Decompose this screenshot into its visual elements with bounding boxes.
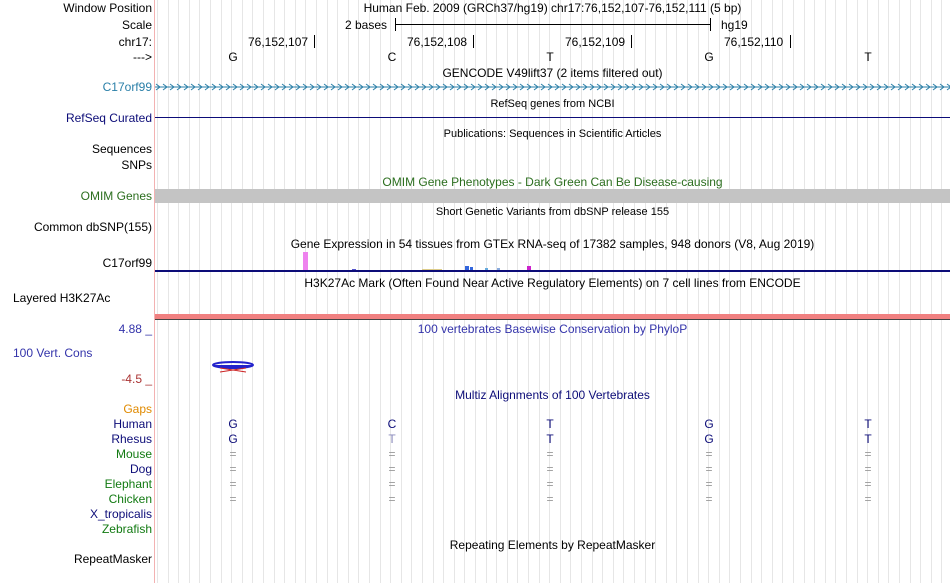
gencode-gene-c17orf99[interactable] <box>155 81 950 93</box>
track-label-conservation[interactable]: 100 Vert. Cons <box>13 346 93 360</box>
alignment-base: = <box>229 462 237 476</box>
track-label-repeatmasker[interactable]: RepeatMasker <box>73 552 152 566</box>
gtex-bar <box>303 252 308 270</box>
strand-label: ---> <box>133 50 152 64</box>
alignment-base: = <box>705 462 713 476</box>
refseq-track-title: RefSeq genes from NCBI <box>490 98 615 110</box>
position-tick <box>473 35 474 48</box>
species-label-x-tropicalis[interactable]: X_tropicalis <box>89 507 152 521</box>
alignment-base: G <box>704 432 714 446</box>
position-label-1: 76,152,107 <box>248 35 309 49</box>
alignment-base: T <box>546 417 554 431</box>
sequence-base: T <box>546 50 554 64</box>
alignment-base: = <box>546 492 554 506</box>
alignment-base: G <box>704 417 714 431</box>
omim-gene-bar[interactable] <box>155 189 950 203</box>
alignment-base: = <box>546 477 554 491</box>
track-label-sequences[interactable]: Sequences <box>91 142 152 156</box>
dbsnp-track-title: Short Genetic Variants from dbSNP release 155 <box>435 206 670 218</box>
species-label-elephant[interactable]: Elephant <box>104 477 152 491</box>
conservation-glyph[interactable] <box>210 359 258 375</box>
refseq-gene-line[interactable] <box>155 117 950 118</box>
assembly-label: hg19 <box>721 18 748 32</box>
position-tick <box>631 35 632 48</box>
gtex-expression-plot[interactable] <box>155 252 950 272</box>
alignment-base: = <box>388 462 396 476</box>
alignment-base: = <box>546 447 554 461</box>
window-position-label: Window Position <box>63 1 152 15</box>
alignment-base: = <box>229 477 237 491</box>
alignment-base: T <box>864 432 872 446</box>
alignment-base: G <box>228 417 238 431</box>
window-position-text: Human Feb. 2009 (GRCh37/hg19) chr17:76,152,107-76,152,111 (5 bp) <box>363 1 742 15</box>
track-label-gaps[interactable]: Gaps <box>123 402 152 416</box>
position-tick <box>314 35 315 48</box>
repeatmasker-track-title: Repeating Elements by RepeatMasker <box>449 538 656 552</box>
sequence-base: G <box>704 50 714 64</box>
alignment-base: C <box>387 417 397 431</box>
alignment-base: = <box>546 462 554 476</box>
alignment-base: T <box>864 417 872 431</box>
alignment-base: = <box>229 492 237 506</box>
omim-track-title: OMIM Gene Phenotypes - Dark Green Can Be Disease-causing <box>382 175 723 189</box>
alignment-base: T <box>546 432 554 446</box>
alignment-base: = <box>864 492 872 506</box>
h3k27ac-track-title: H3K27Ac Mark (Often Found Near Active Regulatory Elements) on 7 cell lines from ENCODE <box>304 276 801 290</box>
alignment-base: = <box>388 447 396 461</box>
sequence-base: C <box>387 50 397 64</box>
species-label-rhesus[interactable]: Rhesus <box>111 432 152 446</box>
publications-track-title: Publications: Sequences in Scientific Articles <box>443 128 662 140</box>
alignment-base: = <box>864 447 872 461</box>
alignment-base: = <box>705 492 713 506</box>
track-label-snps[interactable]: SNPs <box>121 158 152 172</box>
gtex-track-title: Gene Expression in 54 tissues from GTEx RNA-seq of 17382 samples, 948 donors (V8, Aug 2019) <box>290 237 815 251</box>
species-label-chicken[interactable]: Chicken <box>108 492 152 506</box>
track-label-h3k27ac[interactable]: Layered H3K27Ac <box>13 291 111 305</box>
gtex-baseline <box>155 270 950 272</box>
gencode-track-title: GENCODE V49lift37 (2 items filtered out) <box>442 66 663 80</box>
alignment-base-mismatch: T <box>388 432 396 446</box>
alignment-base: = <box>864 477 872 491</box>
species-label-mouse[interactable]: Mouse <box>115 447 152 461</box>
position-label-3: 76,152,109 <box>565 35 626 49</box>
alignment-base: = <box>705 477 713 491</box>
scale-bar <box>395 18 711 32</box>
track-label-column <box>0 0 154 583</box>
h3k27ac-baseline <box>155 319 950 320</box>
track-data-area[interactable] <box>155 0 950 583</box>
scale-label: Scale <box>121 18 152 32</box>
species-label-zebrafish[interactable]: Zebrafish <box>101 522 152 536</box>
conservation-track-title: 100 vertebrates Basewise Conservation by PhyloP <box>417 322 688 336</box>
scale-bar-text: 2 bases <box>345 18 388 32</box>
track-label-dbsnp[interactable]: Common dbSNP(155) <box>33 220 152 234</box>
position-label-4: 76,152,110 <box>724 35 784 49</box>
chrom-label: chr17: <box>118 35 152 49</box>
alignment-base: = <box>388 492 396 506</box>
sequence-base: T <box>864 50 872 64</box>
alignment-base: = <box>229 447 237 461</box>
alignment-base: = <box>388 477 396 491</box>
alignment-base: G <box>228 432 238 446</box>
position-tick <box>790 35 791 48</box>
conservation-max-label: 4.88 _ <box>118 322 152 336</box>
species-label-human[interactable]: Human <box>113 417 152 431</box>
alignment-base: = <box>864 462 872 476</box>
track-label-gtex[interactable]: C17orf99 <box>102 256 152 270</box>
track-label-omim[interactable]: OMIM Genes <box>80 189 152 203</box>
conservation-min-label: -4.5 _ <box>121 372 152 386</box>
track-label-refseq[interactable]: RefSeq Curated <box>65 111 152 125</box>
alignment-base: = <box>705 447 713 461</box>
position-label-2: 76,152,108 <box>407 35 468 49</box>
sequence-base: G <box>228 50 238 64</box>
species-label-dog[interactable]: Dog <box>129 462 152 476</box>
gene-label-c17orf99[interactable]: C17orf99 <box>102 80 152 94</box>
multiz-track-title: Multiz Alignments of 100 Vertebrates <box>455 388 650 402</box>
